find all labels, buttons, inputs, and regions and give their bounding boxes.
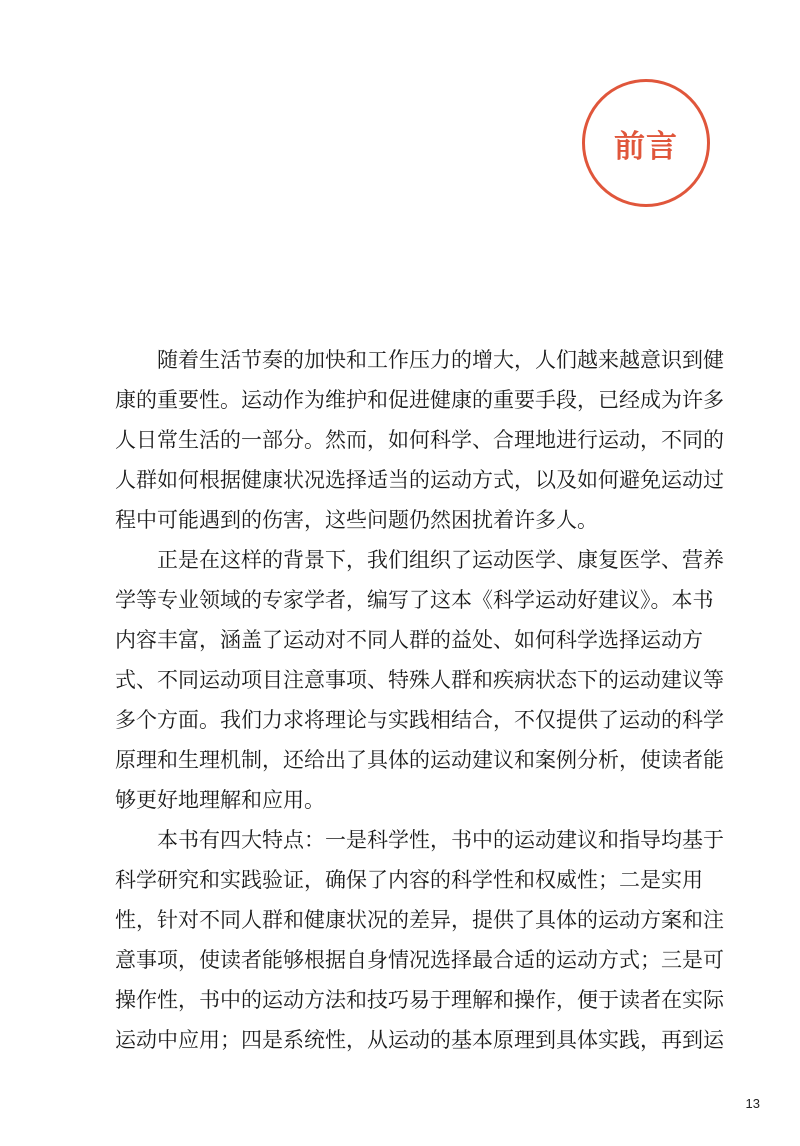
paragraph-line: 本书有四大特点：一是科学性，书中的运动建议和指导均基于 (157, 828, 724, 852)
paragraph-2 (115, 540, 724, 820)
paragraph-line: 多个方面。我们力求将理论与实践相结合，不仅提供了运动的科学 (115, 708, 724, 732)
page-number: 13 (745, 1096, 760, 1111)
paragraph-line: 正是在这样的背景下，我们组织了运动医学、康复医学、营养 (157, 548, 724, 572)
paragraph-line: 操作性，书中的运动方法和技巧易于理解和操作，便于读者在实际 (115, 988, 724, 1012)
paragraph-1 (115, 340, 724, 540)
paragraph-line: 内容丰富，涵盖了运动对不同人群的益处、如何科学选择运动方 (115, 628, 703, 652)
body-text (115, 340, 724, 1060)
paragraph-line: 学等专业领域的专家学者，编写了这本《科学运动好建议》。本书 (115, 588, 714, 612)
paragraph-line: 科学研究和实践验证，确保了内容的科学性和权威性；二是实用 (115, 868, 703, 892)
paragraph-line: 人日常生活的一部分。然而，如何科学、合理地进行运动，不同的 (115, 428, 724, 452)
page-title: 前言 (614, 128, 678, 165)
title-circle (582, 79, 710, 207)
paragraph-line: 运动中应用；四是系统性，从运动的基本原理到具体实践，再到运 (115, 1028, 724, 1052)
paragraph-line: 够更好地理解和应用。 (115, 788, 325, 812)
paragraph-line: 康的重要性。运动作为维护和促进健康的重要手段，已经成为许多 (115, 388, 724, 412)
paragraph-line: 原理和生理机制，还给出了具体的运动建议和案例分析，使读者能 (115, 748, 724, 772)
paragraph-3 (115, 820, 724, 1060)
paragraph-line: 人群如何根据健康状况选择适当的运动方式，以及如何避免运动过 (115, 468, 724, 492)
paragraph-line: 式、不同运动项目注意事项、特殊人群和疾病状态下的运动建议等 (115, 668, 724, 692)
paragraph-line: 随着生活节奏的加快和工作压力的增大，人们越来越意识到健 (157, 348, 724, 372)
paragraph-line: 程中可能遇到的伤害，这些问题仍然困扰着许多人。 (115, 508, 598, 532)
paragraph-line: 意事项，使读者能够根据自身情况选择最合适的运动方式；三是可 (115, 948, 724, 972)
paragraph-line: 性，针对不同人群和健康状况的差异，提供了具体的运动方案和注 (115, 908, 724, 932)
